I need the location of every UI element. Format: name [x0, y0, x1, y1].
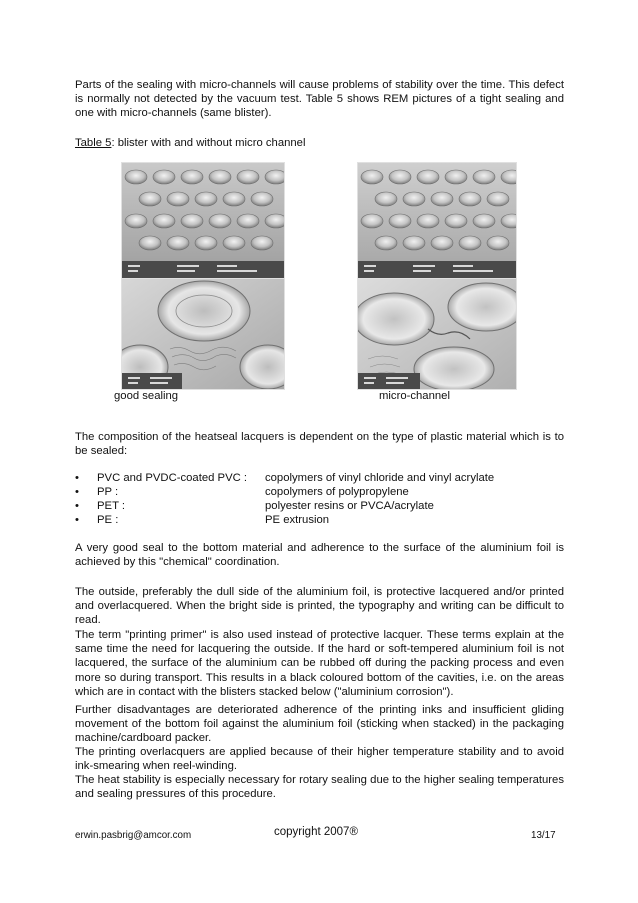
bullet-icon: •	[75, 472, 79, 484]
disadvantages-paragraph: Further disadvantages are deteriorated adherence of the printing inks and insufficient gliding movement of the bottom foil against the aluminium foil (sticking when stacked) in the packaging machine/cardboard packer.	[75, 704, 564, 745]
sem-image-micro-channel-bottom	[357, 278, 517, 390]
caption-good-sealing: good sealing	[114, 390, 179, 402]
list-item	[75, 513, 564, 527]
sem-image-good-sealing-bottom	[121, 278, 285, 390]
intro-paragraph: Parts of the sealing with micro-channels will cause problems of stability over the time. This defect is normally not detected by the vacuum test. Table 5 shows REM pictures of a tight sealing and one with micro-channels (same blister).	[75, 79, 564, 120]
sem-image-micro-channel-top	[357, 162, 517, 279]
material-term: PET :	[97, 500, 126, 512]
footer-page-number: 13/17	[531, 830, 556, 841]
table-caption-text: : blister with and without micro channel	[111, 137, 306, 149]
list-item	[75, 485, 564, 499]
printing-primer-paragraph: The term "printing primer" is also used instead of protective lacquer. These terms explain at the same time the need for lacquering the outside. If the hard or soft-tempered aluminium foil is not lacquered, the surface of the aluminium can be rubbed off during the packing process and even more so during transport. This results in a black coloured bottom of the cavities, i.e. on the areas which are in contact with the blisters stacked below ("aluminium corrosion").	[75, 629, 564, 698]
material-term: PP :	[97, 486, 119, 498]
caption-micro-channel: micro-channel	[379, 390, 450, 402]
bullet-icon: •	[75, 486, 79, 498]
heat-stability-paragraph: The heat stability is especially necessary for rotary sealing due to the higher sealing temperatures and sealing pressures of this procedure.	[75, 774, 564, 801]
sem-image-micro-channel-bottom-graphic	[358, 279, 516, 389]
material-description: polyester resins or PVCA/acrylate	[265, 500, 434, 512]
footer-copyright: copyright 2007®	[274, 826, 358, 838]
material-term: PVC and PVDC-coated PVC :	[97, 472, 248, 484]
material-description: PE extrusion	[265, 514, 330, 526]
list-item	[75, 499, 564, 513]
materials-list	[75, 471, 564, 527]
sem-image-good-sealing-top	[121, 162, 285, 279]
material-term: PE :	[97, 514, 119, 526]
seal-adherence-paragraph: A very good seal to the bottom material and adherence to the surface of the aluminium foil is achieved by this "chemical" coordination.	[75, 542, 564, 569]
bullet-icon: •	[75, 514, 79, 526]
outside-lacquer-paragraph: The outside, preferably the dull side of the aluminium foil, is protective lacquered and/or printed and overlacquered. When the bright side is printed, the typography and writing can be difficult to read.	[75, 586, 564, 627]
material-description: copolymers of polypropylene	[265, 486, 409, 498]
sem-image-micro-channel-top-graphic	[358, 163, 516, 278]
list-item	[75, 471, 564, 485]
sem-image-good-sealing-bottom-graphic	[122, 279, 284, 389]
footer-email: erwin.pasbrig@amcor.com	[75, 830, 192, 841]
overlacquers-paragraph: The printing overlacquers are applied because of their higher temperature stability and to avoid ink-smearing when reel-winding.	[75, 746, 564, 773]
sem-image-good-sealing-top-graphic	[122, 163, 284, 278]
table-caption	[75, 136, 564, 150]
table-caption-label: Table 5	[75, 137, 112, 149]
composition-paragraph: The composition of the heatseal lacquers is dependent on the type of plastic material which is to be sealed:	[75, 431, 564, 458]
material-description: copolymers of vinyl chloride and vinyl acrylate	[265, 472, 495, 484]
bullet-icon: •	[75, 500, 79, 512]
